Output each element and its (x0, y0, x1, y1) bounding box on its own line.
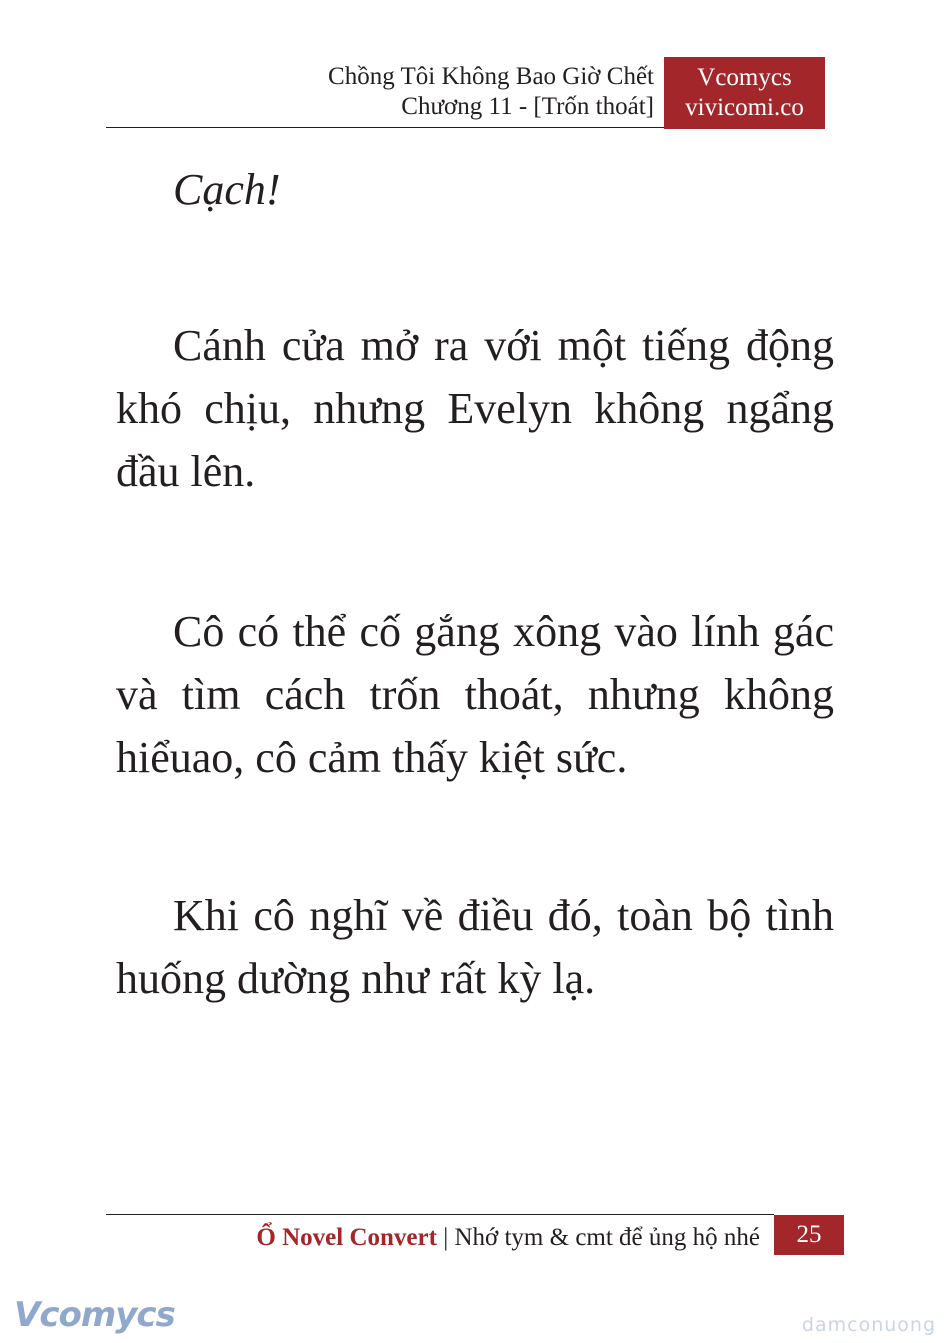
header-text (328, 62, 654, 122)
page-number: 25 (774, 1215, 844, 1255)
paragraph-3: Cô có thể cố gắng xông vào lính gác và tìm cách trốn thoát, nhưng không hiểuao, cô cảm thấy kiệt sức. (116, 607, 834, 782)
footer-brand: Ổ Novel Convert (256, 1224, 437, 1251)
chapter-title: Chương 11 - [Trốn thoát] (401, 93, 654, 120)
site-name: Vcomycs (697, 64, 792, 91)
site-badge (664, 57, 825, 129)
footer-text (256, 1223, 760, 1253)
footer-separator: | (443, 1224, 449, 1251)
footer-divider (106, 1214, 774, 1215)
paragraph-4: Khi cô nghĩ về điều đó, toàn bộ tình huống dường như rất kỳ lạ. (116, 891, 834, 1003)
site-url: vivicomi.co (685, 94, 804, 121)
paragraph-2: Cánh cửa mở ra với một tiếng động khó chịu, nhưng Evelyn không ngẩng đầu lên. (116, 321, 834, 496)
header-divider (106, 127, 664, 128)
paragraph-1: Cạch! (173, 165, 281, 214)
footer-message: Nhớ tym & cmt để ủng hộ nhé (454, 1224, 760, 1251)
vcomycs-logo: Vcomycs (14, 1295, 175, 1335)
watermark: damconuong (801, 1314, 936, 1336)
book-title: Chồng Tôi Không Bao Giờ Chết (328, 63, 654, 90)
